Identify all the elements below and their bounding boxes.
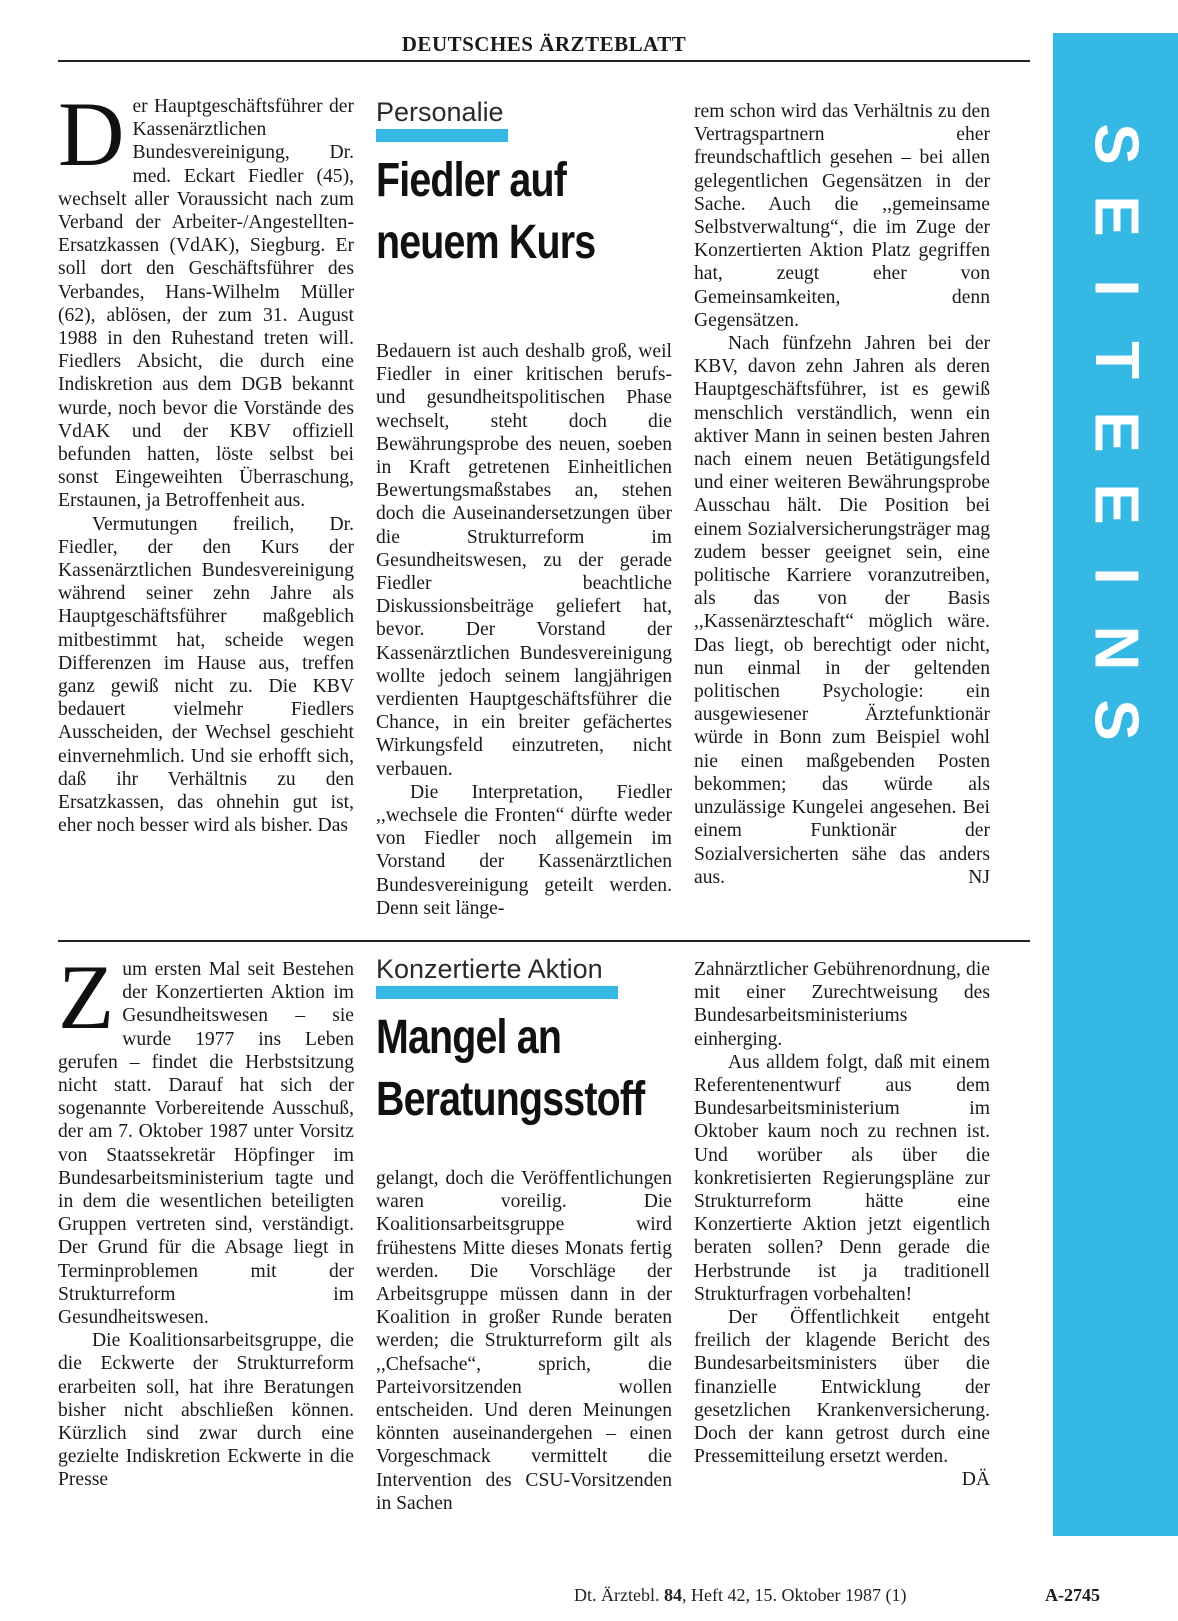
- sideband-letter: E: [1081, 411, 1151, 453]
- article1-paragraph: rem schon wird das Verhältnis zu den Vertragspartnern eher freundschaftlich gesehen – bei allen gelegentlichen Gegensätzen in der Sache. Auch die ,,gemeinsame Selbstverwaltung“, die im Zuge der Konzertierten Aktion Platz gegriffen hat, zeugt eher von Gemeinsamkeiten, denn Gegensätzen.: [694, 101, 990, 331]
- article1-column-2: [376, 95, 672, 920]
- headline-line: neuem Kurs: [376, 216, 596, 269]
- headline-line: Fiedler auf: [376, 154, 567, 207]
- seite-eins-sideband: [1053, 33, 1178, 1536]
- sideband-word: [1053, 108, 1178, 756]
- sideband-letter: T: [1081, 341, 1151, 379]
- journal-name: Dt. Ärztebl.: [574, 1585, 660, 1605]
- sideband-letter: E: [1081, 483, 1151, 525]
- sideband-letter: E: [1081, 195, 1151, 237]
- article1-column-3: [694, 100, 990, 889]
- paragraph-text: um ersten Mal seit Bestehen der Konzertierten Aktion im Gesundheitswesen – sie wurde 1977 ins Leben gerufen – findet die Herbstsitzung nicht statt. Darauf hat sich der sogenannte Vorbereitende Ausschuß, der am 7. Oktober 1987 unter Vorsitz von Staatssekretär Höpfinger im Bundesarbeitsministerium tagte und in dem die wesentlichen beteiligten Gruppen vertreten sind, verständigt. Der Grund für die Absage liegt in Terminproblemen mit der Strukturreform im Gesundheitswesen.: [58, 959, 354, 1329]
- sideband-letter: S: [1081, 123, 1151, 165]
- paragraph-text: Nach fünfzehn Jahren bei der KBV, davon zehn Jahren als deren Hauptgeschäftsführer, ist es gewiß menschlich verständlich, wenn ein aktiver Mann in seinen besten Jahren nach einem neuen Betätigungsfeld und einer weiteren Bewährungsprobe Ausschau hält. Die Position bei einem Sozialversicherungsträger mag zudem besser geeignet sein, eine politische Karriere voranzutreiben, als das von der Basis ,,Kassenärzteschaft“ möglich wäre. Das liegt, ob berechtigt oder nicht, nun einmal in der geltenden politischen Psychologie: ein ausgewiesener Ärztefunktionär würde in Bonn zum Beispiel wohl nie einen maßgebenden Posten bekommen; das würde als unzulässige Kungelei angesehen. Bei einem Funktionär der Sozialversicherten sähe das anders aus.: [694, 333, 990, 888]
- article1-paragraph: Bedauern ist auch deshalb groß, weil Fiedler in einer kritischen berufs- und gesundheitspolitischen Phase wechselt, steht doch die Bewährungsprobe des neuen, soeben in Kraft getretenen Einheitlichen Bewertungsmaßstabes an, stehen doch die Auseinandersetzungen über die Strukturreform im Gesundheitswesen, zu der gerade Fiedler beachtliche Diskussionsbeiträge geliefert hat, bevor. Der Vorstand der Kassenärztlichen Bundesvereinigung wollte jedoch seinem langjährigen verdienten Hauptgeschäftsführer die Chance, in ein breiter gefächertes Wirkungsfeld einzutreten, nicht verbauen.: [376, 341, 672, 780]
- article1-paragraph: [58, 83, 354, 513]
- article2-rubric: [376, 952, 618, 999]
- article1-column-1: [58, 83, 354, 838]
- page-number: A-2745: [1045, 1585, 1100, 1605]
- rubric-bar: [376, 986, 618, 999]
- masthead: DEUTSCHES ÄRZTEBLATT: [58, 30, 1030, 62]
- article2-paragraph: Aus alldem folgt, daß mit einem Referentenentwurf aus dem Bundesarbeitsministerium im Oktober kaum noch zu rechnen ist. Und worüber als über die konkretisierten Regierungspläne zur Strukturreform hätte eine Konzertierte Aktion jetzt eigentlich beraten sollen? Denn gerade die Herbstrunde ist ja traditionell Strukturfragen vorbehalten!: [694, 1051, 990, 1305]
- article2-headline: [376, 1007, 672, 1157]
- article2-column-3: [694, 958, 990, 1492]
- headline-line: Beratungsstoff: [376, 1073, 645, 1126]
- sideband-letter: I: [1081, 279, 1151, 297]
- sideband-letter: S: [1081, 699, 1151, 741]
- author-signature: DÄ: [961, 1469, 990, 1491]
- article2-paragraph: gelangt, doch die Veröffentlichungen waren voreilig. Die Koalitionsarbeitsgruppe wird frühestens Mitte dieses Monats fertig werden. Die Vorschläge der Arbeitsgruppe müssen dann in der Koalition in großer Runde beraten werden; die Strukturreform gilt als ,,Chefsache“, sprich, die Parteivorsitzenden wollen entscheiden. Und deren Meinungen könnten auseinandergehen – einen Vorgeschmack vermittelt die Intervention des CSU-Vorsitzenden in Sachen: [376, 1168, 672, 1514]
- rubric-label: Personalie: [376, 97, 504, 127]
- article2-paragraph: Zahnärztlicher Gebührenordnung, die mit einer Zurechtweisung des Bundesarbeitsministeriums einherging.: [694, 959, 990, 1050]
- article2-column-2: [376, 952, 672, 1515]
- article-divider: [58, 940, 1030, 942]
- headline-line: Mangel an: [376, 1011, 562, 1064]
- article2-column-1: [58, 946, 354, 1492]
- dropcap: Z: [58, 946, 115, 1048]
- volume-number: 84: [663, 1585, 682, 1605]
- article1-paragraph: Vermutungen freilich, Dr. Fiedler, der den Kurs der Kassenärztlichen Bundesvereinigung während seiner zehn Jahre als Hauptgeschäftsführer maßgeblich mitbestimmt hat, scheide wegen Differenzen im Hause aus, treffen ganz gewiß nicht zu. Die KBV bedauert vielmehr Fiedlers Ausscheiden, der Wechsel geschieht einvernehmlich. Und sie erhofft sich, daß ihr Verhältnis zu den Ersatzkassen, das ohnehin gut ist, eher noch besser wird als bisher. Das: [58, 513, 354, 837]
- issue-info: , Heft 42, 15. Oktober 1987 (1): [681, 1585, 907, 1605]
- paragraph-text: er Hauptgeschäftsführer der Kassenärztlichen Bundesvereinigung, Dr. med. Eckart Fiedler (45), wechselt aller Voraussicht nach zum Verband der Arbeiter-/Angestellten-Ersatzkassen (VdAK), Siegburg. Er soll dort den Geschäftsführer des Verbandes, Hans-Wilhelm Müller (62), ablösen, der zum 31. August 1988 in den Ruhestand treten will. Fiedlers Absicht, die durch eine Indiskretion aus dem DGB bekannt wurde, noch bevor die Vorstände des VdAK und der KBV offiziell befunden hatten, löste selbst bei sonst Eingeweihten Überraschung, Erstaunen, ja Betroffenheit aus.: [58, 96, 354, 512]
- author-signature: NJ: [968, 866, 990, 888]
- page-footer: [574, 1585, 906, 1606]
- sideband-letter: I: [1081, 567, 1151, 585]
- dropcap: D: [58, 83, 125, 185]
- article1-paragraph: Die Interpretation, Fiedler ,,wechsele die Fronten“ dürfte weder von Fiedler noch allgemein im Vorstand der Kassenärztlichen Bundesvereinigung geteilt werden. Denn seit länge-: [376, 781, 672, 919]
- article2-paragraph: Die Koalitionsarbeitsgruppe, die die Eckwerte der Strukturreform erarbeiten soll, hat ihre Beratungen bisher nicht abschließen können. Kürzlich sind zwar durch eine gezielte Indiskretion Eckwerte in die Presse: [58, 1330, 354, 1491]
- article2-paragraph: [58, 946, 354, 1329]
- article1-headline: [376, 150, 672, 310]
- sideband-letter: N: [1081, 625, 1151, 671]
- article1-rubric: [376, 95, 508, 142]
- paragraph-text: Der Öffentlichkeit entgeht freilich der klagende Bericht des Bundesarbeitsministers über die finanzielle Entwicklung der gesetzlichen Krankenversicherung. Doch der kann getrost durch eine Pressemitteilung ersetzt werden.: [694, 1307, 990, 1468]
- rubric-label: Konzertierte Aktion: [376, 954, 603, 984]
- rubric-bar: [376, 129, 508, 142]
- article2-paragraph: [694, 1306, 990, 1491]
- article1-paragraph: [694, 332, 990, 889]
